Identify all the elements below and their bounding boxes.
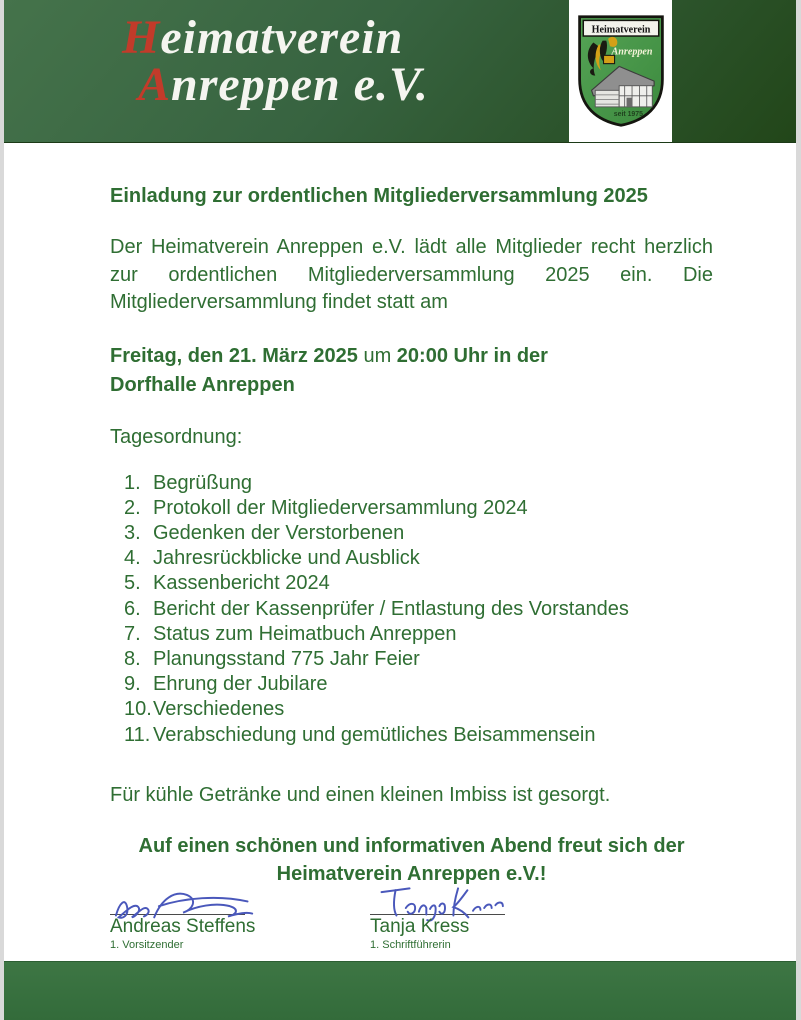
footer-band	[4, 961, 796, 1020]
date-part-time: 20:00 Uhr in der	[396, 344, 548, 367]
agenda-number: 7.	[124, 622, 141, 645]
brand-line-2	[138, 58, 429, 111]
agenda-item	[124, 571, 713, 596]
agenda-number: 9.	[124, 673, 141, 696]
subject-line: Einladung zur ordentlichen Mitgliederversammlung 2025	[110, 185, 648, 207]
agenda-text: Status zum Heimatbuch Anreppen	[153, 622, 457, 645]
farewell-line-1: Auf einen schönen und informativen Abend freut sich der	[138, 834, 685, 857]
brand-line-1	[122, 11, 429, 64]
crest-name-text: Anreppen	[611, 46, 653, 58]
closing-line: Für kühle Getränke und einen kleinen Imbiss ist gesorgt.	[110, 783, 611, 806]
agenda-text: Jahresrückblicke und Ausblick	[153, 547, 420, 570]
signature-block-chairman	[110, 880, 260, 952]
agenda-text: Kassenbericht 2024	[153, 572, 330, 595]
agenda-item	[124, 647, 713, 672]
brand-rest-1: eimatverein	[160, 11, 404, 64]
letter-body	[4, 142, 796, 962]
crest-banner-text: Heimatverein	[591, 24, 650, 36]
brand-initial-h: H	[122, 11, 161, 64]
agenda-number: 2.	[124, 496, 141, 519]
agenda-item	[124, 723, 713, 748]
agenda-number: 8.	[124, 647, 141, 670]
agenda-list	[124, 471, 713, 748]
date-block	[110, 342, 713, 400]
agenda-number: 1.	[124, 471, 141, 494]
agenda-text: Bericht der Kassenprüfer / Entlastung des Vorstandes	[153, 597, 629, 620]
intro-paragraph: Der Heimatverein Anreppen e.V. lädt alle Mitglieder recht herzlich zur ordentlichen Mitgliederversammlung 2025 ein. Die Mitgliederversammlung findet statt am	[110, 236, 713, 313]
agenda-item	[124, 622, 713, 647]
signature-line	[370, 914, 505, 915]
agenda-number: 10.	[124, 698, 152, 721]
date-part-venue: Dorfhalle Anreppen	[110, 373, 295, 396]
farewell-line-2: Heimatverein Anreppen e.V.!	[276, 862, 547, 885]
crest-since-text: seit 1975	[613, 111, 643, 119]
date-part-day: Freitag, den 21. März 2025	[110, 344, 358, 367]
signer-name: Andreas Steffens	[110, 916, 256, 937]
signature-block-secretary	[370, 880, 520, 952]
club-crest-icon	[575, 11, 667, 131]
header-band	[4, 0, 796, 143]
agenda-number: 3.	[124, 521, 141, 544]
signature-line	[110, 914, 245, 915]
signer-role: 1. Schriftführerin	[370, 939, 451, 951]
agenda-item	[124, 697, 713, 722]
club-brand-title	[122, 11, 429, 111]
agenda-text: Begrüßung	[153, 471, 252, 494]
date-part-um: um	[357, 344, 397, 367]
agenda-number: 6.	[124, 597, 141, 620]
agenda-item	[124, 471, 713, 496]
agenda-number: 4.	[124, 547, 141, 570]
agenda-item	[124, 597, 713, 622]
brand-initial-a: A	[138, 58, 172, 111]
agenda-item	[124, 672, 713, 697]
signer-name: Tanja Kress	[370, 916, 470, 937]
agenda-text: Verabschiedung und gemütliches Beisammensein	[153, 723, 596, 746]
agenda-item	[124, 496, 713, 521]
agenda-number: 5.	[124, 572, 141, 595]
agenda-text: Planungsstand 775 Jahr Feier	[153, 647, 420, 670]
crest-strip	[569, 0, 672, 142]
agenda-item	[124, 546, 713, 571]
signature-area	[110, 880, 520, 952]
agenda-number: 11.	[124, 723, 151, 746]
agenda-item	[124, 521, 713, 546]
signer-role: 1. Vorsitzender	[110, 939, 184, 951]
brand-rest-2: nreppen e.V.	[171, 58, 429, 111]
agenda-text: Protokoll der Mitgliederversammlung 2024	[153, 496, 528, 519]
agenda-text: Gedenken der Verstorbenen	[153, 521, 405, 544]
agenda-text: Verschiedenes	[153, 698, 285, 721]
agenda-label: Tagesordnung:	[110, 425, 243, 448]
agenda-text: Ehrung der Jubilare	[153, 673, 328, 696]
